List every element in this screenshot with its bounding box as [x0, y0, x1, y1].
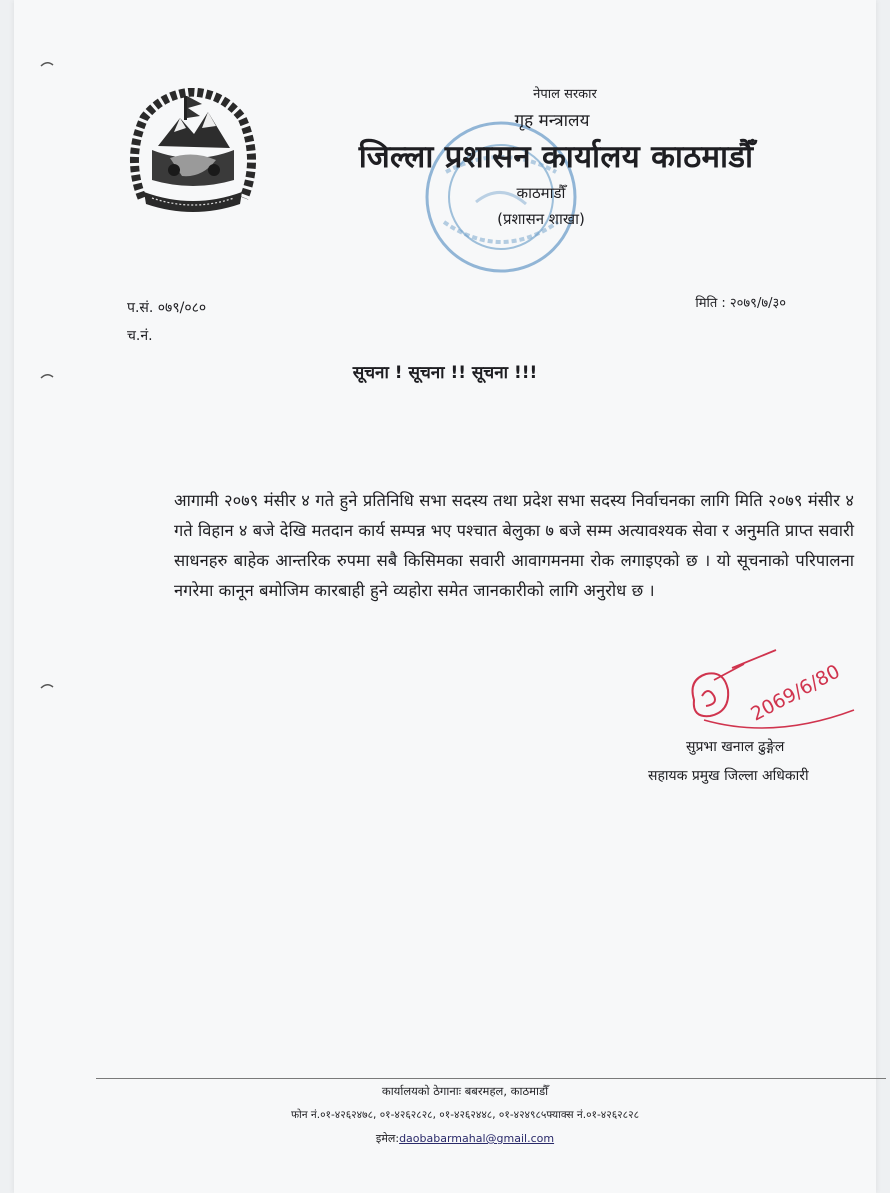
email-label: इमेल: — [375, 1132, 400, 1145]
dispatch-number: च.नं. — [127, 328, 153, 344]
office-name: जिल्ला प्रशासन कार्यालय काठमाडौँ — [358, 139, 754, 175]
notice-title: सूचना ! सूचना !! सूचना !!! — [352, 363, 538, 383]
nepal-emblem-icon — [122, 88, 264, 220]
footer-divider — [96, 1078, 886, 1079]
letter-sheet — [14, 0, 876, 1193]
office-email-row — [14, 1131, 876, 1146]
government-name: नेपाल सरकार — [533, 87, 597, 102]
letterhead — [276, 84, 836, 229]
ministry-name: गृह मन्त्रालय — [514, 111, 590, 131]
office-city: काठमाडौँ — [516, 184, 566, 202]
margin-mark — [40, 60, 54, 68]
letter-date: मिति : २०७९/७/३० — [695, 296, 786, 311]
signer-title: सहायक प्रमुख जिल्ला अधिकारी — [648, 768, 809, 784]
margin-mark — [40, 682, 54, 690]
office-address: कार्यालयको ठेगानाः बबरमहल, काठमाडौँ — [381, 1084, 549, 1098]
handwritten-signature-icon — [684, 640, 864, 750]
notice-body: आगामी २०७९ मंसीर ४ गते हुने प्रतिनिधि सभा सदस्य तथा प्रदेश सभा सदस्य निर्वाचनका लागि मिति २०७९ मंसीर ४ गते विहान ४ बजे देखि मतदान कार्य सम्पन्न भए पश्चात बेलुका ७ बजे सम्म अत्यावश्यक सेवा र अनुमति प्राप्त सवारी साधनहरु बाहेक आन्तरिक रुपमा सबै किसिमका सवारी आवागमनमा रोक लगाइएको छ । यो सूचनाको परिपालना नगरेमा कानून बमोजिम कारबाही हुने व्यहोरा समेत जानकारीको लागि अनुरोध छ । — [174, 491, 854, 600]
office-phones: फोन नं.०१-४२६२४७८, ०१-४२६२८२८, ०१-४२६२४४८, ०१-४२४९८५फ्याक्स नं.०१-४२६२८२८ — [290, 1109, 640, 1121]
email-link[interactable]: daobabarmahal@gmail.com — [399, 1132, 555, 1145]
signer-name: सुप्रभा खनाल ढुङ्गेल — [686, 739, 785, 755]
reference-number: प.सं. ०७९/०८० — [127, 300, 207, 316]
signature-date: 2069/6/80 — [747, 660, 844, 726]
office-branch: (प्रशासन शाखा) — [497, 210, 585, 228]
